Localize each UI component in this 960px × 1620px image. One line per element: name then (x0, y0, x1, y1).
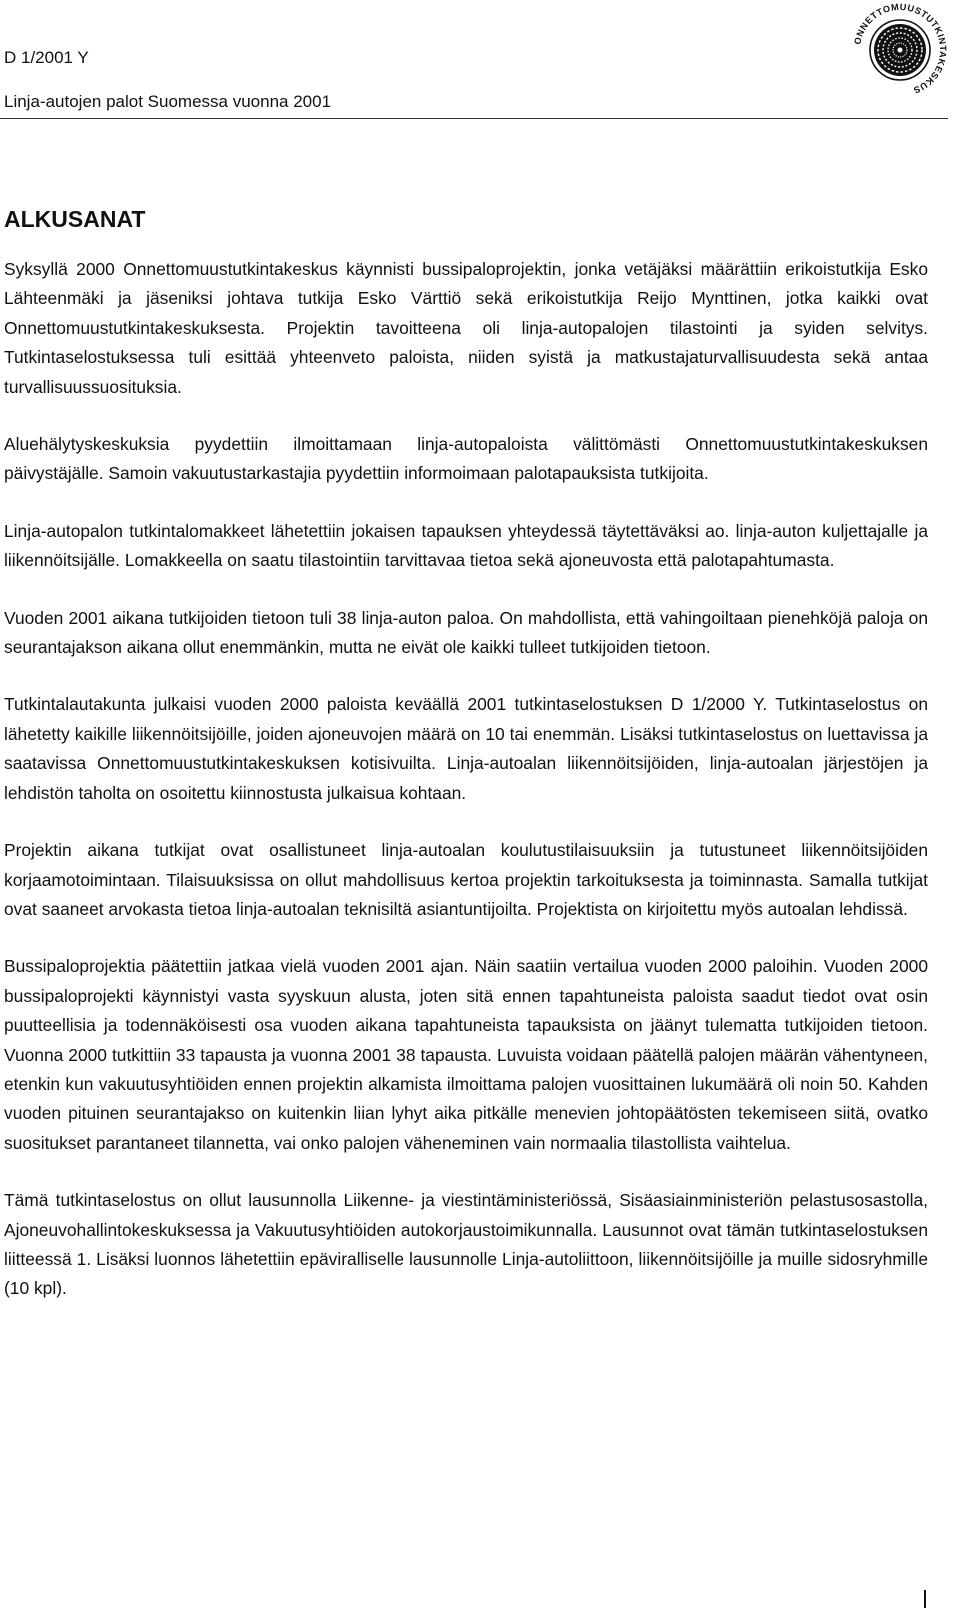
svg-text:ONNETTOMUUSTUTKINTAKESKUS: ONNETTOMUUSTUTKINTAKESKUS (852, 1, 949, 96)
report-code: D 1/2001 Y (4, 48, 89, 67)
page-title: ALKUSANAT (4, 206, 146, 232)
paragraph: Linja-autopalon tutkintalomakkeet lähetettiin jokaisen tapauksen yhteydessä täytettäväksi ao. linja-auton kuljettajalle ja liikennöitsijälle. Lomakkeella on saatu tilastointiin tarvittavaa tietoa sekä ajoneuvosta että palotapahtumasta. (4, 520, 928, 571)
page-number-mark (924, 1590, 926, 1608)
paragraph: Tämä tutkintaselostus on ollut lausunnolla Liikenne- ja viestintäministeriössä, Sisäasiainministeriön pelastusosastolla, Ajoneuvohallintokeskuksessa ja Vakuutusyhtiöiden autokorjaustoimikunnalla. Lausunnot ovat tämän tutkintaselostuksen liitteessä 1. Lisäksi luonnos lähetettiin epäviralliselle lausunnolle Linja-autoliittoon, liikennöitsijöille ja muille sidosryhmille (10 kpl). (4, 1190, 928, 1299)
header-divider (0, 118, 948, 119)
paragraph: Syksyllä 2000 Onnettomuustutkintakeskus käynnisti bussipaloprojektin, jonka vetäjäksi määrättiin erikoistutkija Esko Lähteenmäki ja jäseniksi johtava tutkija Esko Värttiö sekä erikoistutkija Reijo Mynttinen, jotka kaikki ovat Onnettomuustutkintakeskuksesta. Projektin tavoitteena oli linja-autopalojen tilastointi ja syiden selvitys. Tutkintaselostuksessa tuli esittää yhteenveto paloista, niiden syistä ja matkustajaturvallisuudesta sekä antaa turvallisuussuosituksia. (4, 259, 928, 397)
paragraph: Tutkintalautakunta julkaisi vuoden 2000 paloista keväällä 2001 tutkintaselostuksen D 1/2000 Y. Tutkintaselostus on lähetetty kaikille liikennöitsijöille, joiden ajoneuvojen määrä on 10 tai enemmän. Lisäksi tutkintaselostus on luettavissa ja saatavissa Onnettomuustutkintakeskuksen kotisivuilta. Linja-autoalan liikennöitsijöiden, linja-autoalan järjestöjen ja lehdistön taholta on osoitettu kiinnostusta julkaisua kohtaan. (4, 694, 928, 803)
paragraph: Projektin aikana tutkijat ovat osallistuneet linja-autoalan koulutustilaisuuksiin ja tutustuneet liikennöitsijöiden korjaamotoimintaan. Tilaisuuksissa on ollut mahdollisuus kertoa projektin tarkoituksesta ja toiminnasta. Samalla tutkijat ovat saaneet arvokasta tietoa linja-autoalan teknisiltä asiantuntijoilta. Projektista on kirjoitettu myös autoalan lehdissä. (4, 840, 928, 919)
paragraph: Bussipaloprojektia päätettiin jatkaa vielä vuoden 2001 ajan. Näin saatiin vertailua vuoden 2000 paloihin. Vuoden 2000 bussipaloprojekti käynnistyi vasta syyskuun alusta, joten sitä ennen tapahtuneista paloista saadut tiedot ovat osin puutteellisia ja todennäköisesti osa vuoden aikana tapahtuneista tapauksista on jäänyt tulematta tutkijoiden tietoon. Vuonna 2000 tutkittiin 33 tapausta ja vuonna 2001 38 tapausta. Luvuista voidaan päätellä palojen määrän vähentyneen, etenkin kun vakuutusyhtiöiden ennen projektin alkamista ilmoittama palojen vuosittainen lukumäärä oli noin 50. Kahden vuoden pituinen seurantajakso on kuitenkin liian lyhyt aika pitkälle menevien johtopäätösten tekemiseen siitä, ovatko suositukset parantaneet tilannetta, vai onko palojen väheneminen vain normaalia tilastollista vaihtelua. (4, 956, 928, 1153)
paragraph: Aluehälytyskeskuksia pyydettiin ilmoittamaan linja-autopaloista välittömästi Onnettomuustutkintakeskuksen päivystäjälle. Samoin vakuutustarkastajia pyydettiin informoimaan palotapauksista tutkijoita. (4, 434, 928, 484)
onnettomuustutkintakeskus-logo (850, 0, 950, 100)
paragraph: Vuoden 2001 aikana tutkijoiden tietoon tuli 38 linja-auton paloa. On mahdollista, että vahingoiltaan pienehköjä paloja on seurantajakson aikana ollut enemmänkin, mutta ne eivät ole kaikki tulleet tutkijoiden tietoon. (4, 607, 928, 658)
report-subtitle: Linja-autojen palot Suomessa vuonna 2001 (4, 92, 332, 111)
page-header (0, 0, 960, 118)
body-text (4, 255, 928, 1332)
